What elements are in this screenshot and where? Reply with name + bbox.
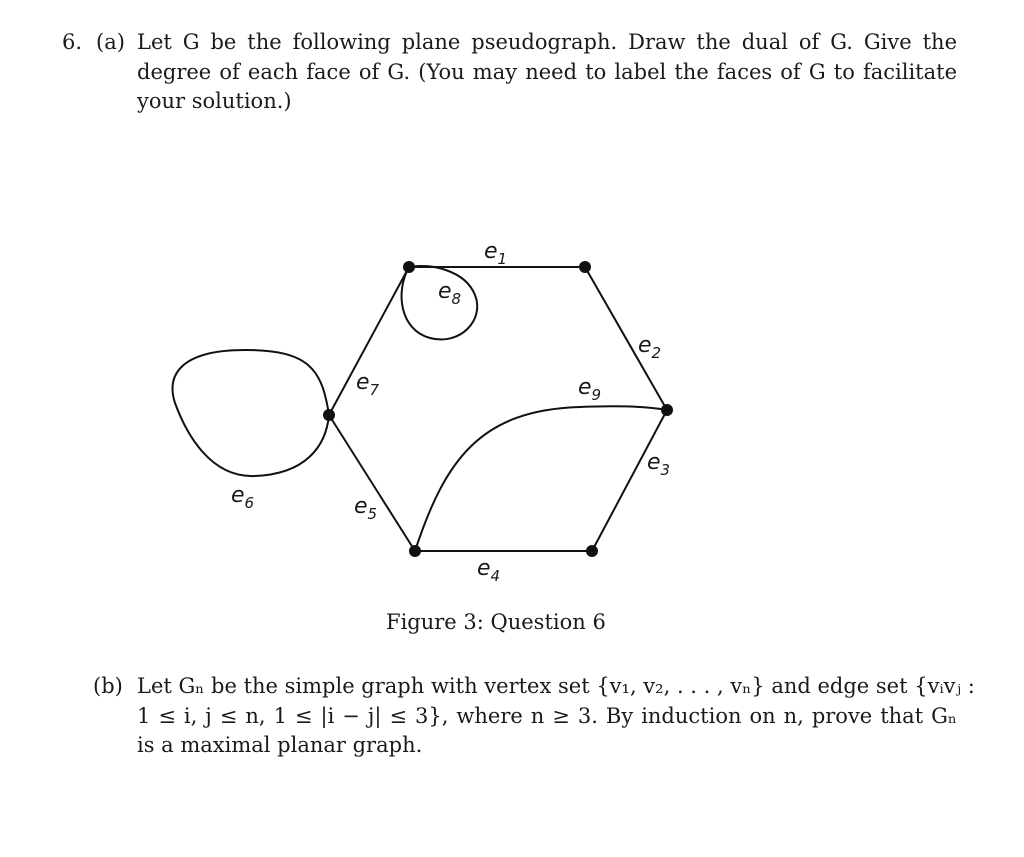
label-e5: $e_5$ — [354, 494, 378, 523]
label-e3: $e_3$ — [647, 450, 671, 479]
label-e4: $e_4$ — [477, 556, 501, 585]
edge-e5 — [329, 415, 415, 551]
part-a-label: (a) — [96, 30, 125, 54]
part-b-text — [137, 672, 975, 761]
part-b-line: 1 ≤ i, j ≤ n, 1 ≤ |i − j| ≤ 3}, where n ≥ 3. By induction on n, prove that Gₙ — [137, 703, 957, 728]
part-b-line: Let Gₙ be the simple graph with vertex set {v₁, v₂, . . . , vₙ} and edge set {vᵢvⱼ : — [137, 674, 975, 698]
vertex-top-right — [579, 261, 591, 273]
vertex-bottom-right — [586, 545, 598, 557]
part-b-line: is a maximal planar graph. — [137, 733, 423, 757]
label-e2: $e_2$ — [638, 333, 662, 362]
label-e7: $e_7$ — [356, 370, 380, 399]
part-a-line: degree of each face of G. (You may need to label the faces of G to facilitate — [137, 59, 957, 84]
part-b-label: (b) — [93, 674, 123, 698]
edge-e6-loop — [173, 350, 329, 476]
label-e8: $e_8$ — [438, 279, 462, 308]
figure-caption: Figure 3: Question 6 — [386, 610, 606, 634]
vertex-bottom-left — [409, 545, 421, 557]
part-a-line: your solution.) — [137, 89, 292, 113]
edge-e9 — [415, 406, 667, 551]
label-e1: $e_1$ — [484, 239, 508, 268]
vertex-top-left — [403, 261, 415, 273]
vertex-right — [661, 404, 673, 416]
vertex-left — [323, 409, 335, 421]
edge-e3 — [592, 410, 667, 551]
question-number: 6. — [62, 30, 83, 54]
label-e9: $e_9$ — [578, 375, 602, 404]
part-a-line: Let G be the following plane pseudograph. Draw the dual of G. Give the — [137, 30, 957, 54]
label-e6: $e_6$ — [231, 483, 255, 512]
